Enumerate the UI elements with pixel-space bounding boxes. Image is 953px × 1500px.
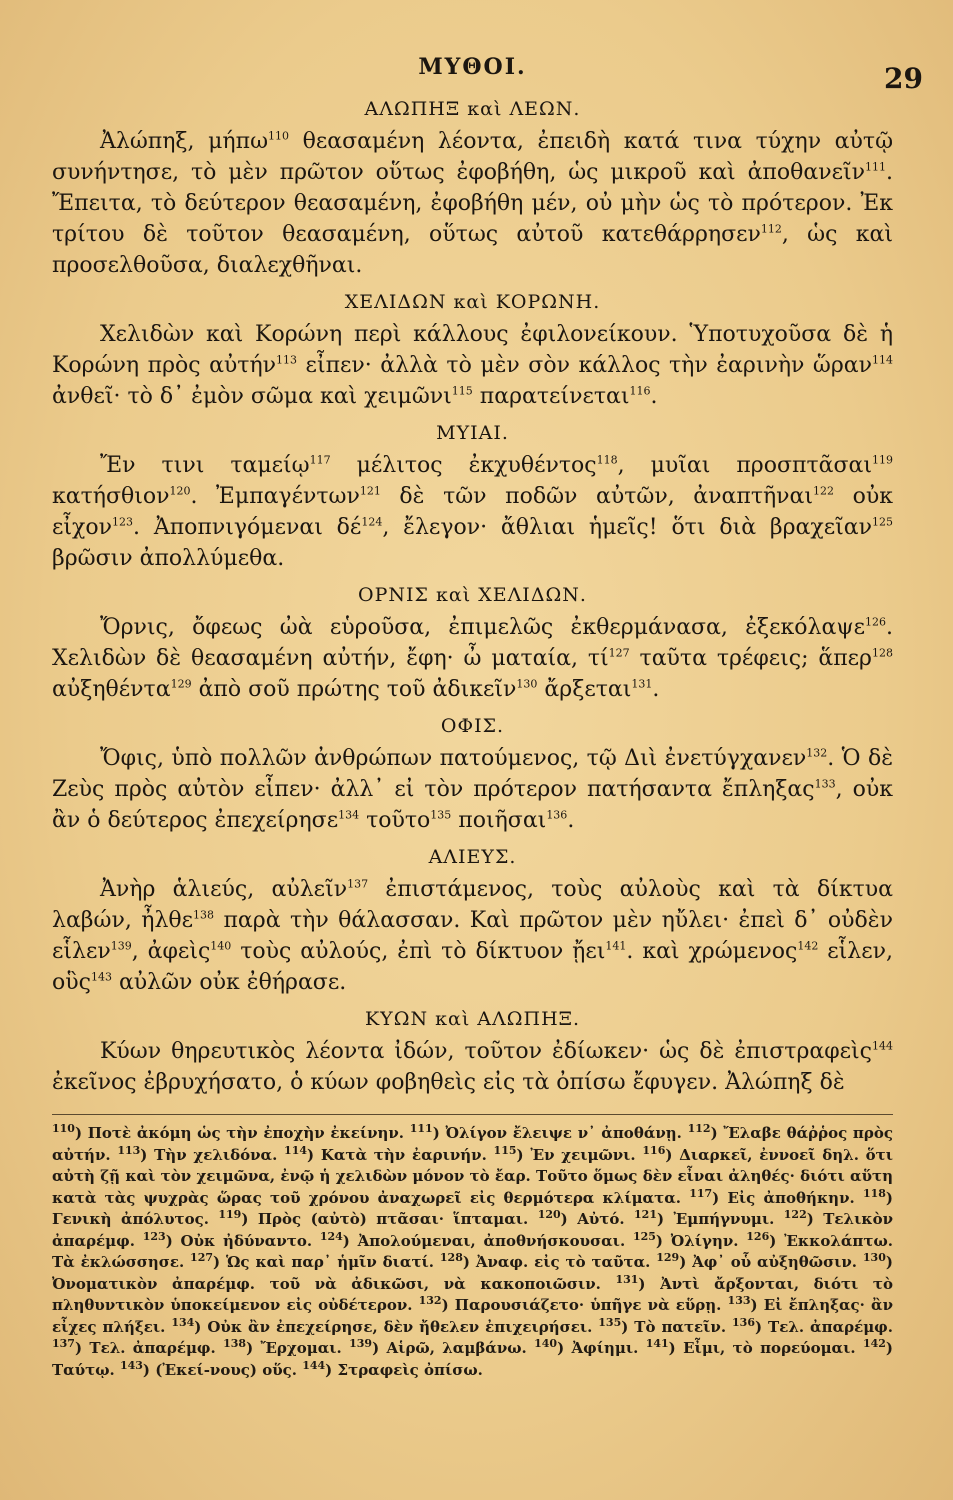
fable — [52, 96, 893, 281]
fable — [52, 1006, 893, 1098]
footnote-ref: 127 — [608, 646, 630, 660]
fable-body — [52, 874, 893, 998]
footnote-ref: 123 — [111, 515, 133, 529]
footnote-ref: 112 — [760, 222, 782, 236]
text-run: ἀπὸ σοῦ πρώτης τοῦ ἀδικεῖν — [191, 677, 517, 702]
fable-title: ΟΡΝΙΣ καὶ ΧΕΛΙΔΩΝ. — [358, 584, 587, 606]
footnote-ref: 124 — [319, 1229, 343, 1243]
footnote-ref: 119 — [871, 453, 893, 467]
text-run: ) Ποτὲ ἀκόμη ὡς τὴν ἐποχὴν ἐκείνην. — [74, 1124, 410, 1142]
footnote-ref: 131 — [615, 1272, 639, 1286]
footnote-ref: 129 — [170, 677, 192, 691]
footnote-ref: 133 — [727, 1294, 751, 1307]
text-run: Χελιδὼν καὶ Κορώνη περὶ κάλλους ἐφιλονείκουν. Ὑποτυχοῦσα δὲ ἡ Κορώνη πρὸς αὐτήν — [52, 322, 893, 378]
text-run: μέλιτος ἐκχυθέντος — [330, 453, 597, 478]
footnote-ref: 141 — [605, 939, 627, 953]
footnote-ref: 111 — [865, 160, 886, 174]
footnote-ref: 144 — [872, 1039, 893, 1053]
text-run: , οὐκ ἂν ὁ δεύτερος ἐπεχείρησε — [52, 777, 893, 833]
footnote-ref: 126 — [865, 615, 886, 629]
footnote-ref: 143 — [90, 970, 112, 984]
text-run: ) Ὡς καὶ παρ᾽ ἡμῖν διατί. — [213, 1253, 440, 1271]
footnote-ref: 124 — [361, 515, 383, 529]
text-run: ) Ἀπολούμεναι, ἀποθνήσκουσαι. — [342, 1231, 633, 1250]
footnote-ref: 122 — [813, 484, 835, 498]
footnote-ref: 142 — [862, 1337, 886, 1350]
fable — [52, 289, 893, 412]
fable-title: ΑΛΩΠΗΞ καὶ ΛΕΩΝ. — [364, 98, 581, 120]
text-run: . — [650, 384, 658, 409]
footnote-ref: 117 — [689, 1186, 713, 1200]
fable-title: ΑΛΙΕΥΣ. — [428, 846, 517, 868]
footnote-ref: 117 — [309, 453, 331, 467]
footnote-rule — [52, 1114, 893, 1115]
footnote-ref: 143 — [119, 1358, 143, 1372]
text-run: ) Ταύτῳ. — [52, 1339, 894, 1379]
running-title: ΜΥΘΟΙ. — [418, 54, 527, 80]
fable-body — [52, 1036, 893, 1098]
footnote-ref: 138 — [193, 908, 215, 922]
text-run: ) Οὐκ ἂν ἐπεχείρησε, δὲν ἤθελεν ἐπιχειρήσει. — [194, 1317, 599, 1336]
text-run: ἐπιστάμενος, τοὺς αὐλοὺς καὶ τὰ δίκτυα λαβών, ἦλθε — [52, 877, 893, 933]
text-run: ποιῆσαι — [451, 808, 547, 833]
fable — [52, 844, 893, 998]
text-run: ) Ἔλαβε θάῤῥος πρὸς αὐτήν. — [52, 1124, 893, 1164]
text-run: θεασαμένη λέοντα, ἐπειδὴ κατά τινα τύχην αὐτῷ συνήντησε, τὸ μὲν πρῶτον οὕτως ἐφοβήθη, ὡς μικροῦ καὶ ἀποθανεῖν — [52, 129, 894, 185]
footnote-ref: 123 — [142, 1229, 166, 1243]
footnote-ref: 119 — [218, 1208, 242, 1221]
fable-body — [52, 450, 893, 574]
fable-body — [52, 319, 893, 412]
text-run: Ὄρνις, ὄφεως ὠὰ εὑροῦσα, ἐπιμελῶς ἐκθερμάνασα, ἐξεκόλαψε — [100, 615, 865, 640]
fable-body — [52, 126, 893, 281]
text-run: ) Εἶμι, τὸ πορεύομαι. — [668, 1339, 863, 1357]
footnote-ref: 130 — [516, 677, 538, 691]
text-run: . — [567, 808, 575, 833]
text-run: εἷλεν, οὓς — [52, 939, 893, 995]
footnote-ref: 118 — [596, 453, 618, 467]
footnote-ref: 139 — [349, 1337, 373, 1350]
footnote-ref: 120 — [169, 484, 191, 498]
footnote-ref: 137 — [347, 877, 369, 891]
text-run: ἀνθεῖ· τὸ δ᾽ ἐμὸν σῶμα καὶ χειμῶνι — [52, 384, 452, 409]
footnote-ref: 135 — [430, 808, 452, 822]
text-run: ) Αἱρῶ, λαμβάνω. — [372, 1339, 535, 1357]
footnote-ref: 120 — [537, 1208, 561, 1221]
text-run: ) Τελ. ἀπαρέμφ. — [755, 1317, 893, 1336]
footnote-ref: 139 — [110, 939, 132, 953]
text-run: ) Ἐν χειμῶνι. — [516, 1145, 643, 1164]
text-run: . Ὁ δὲ Ζεὺς πρὸς αὐτὸν εἶπεν· ἀλλ᾽ εἰ τὸν πρότερον πατήσαντα ἔπληξας — [52, 746, 894, 802]
footnote-ref: 144 — [302, 1358, 326, 1372]
fable-title: ΜΥΙΑΙ. — [436, 422, 509, 444]
text-run: εἶπεν· ἀλλὰ τὸ μὲν σὸν κάλλος τὴν ἐαρινὴν ὥραν — [297, 353, 873, 378]
text-run: παρὰ τὴν θάλασσαν. Καὶ πρῶτον μὲν ηὔλει· ἐπεὶ δ᾽ οὐδὲν εἷλεν — [52, 908, 893, 964]
footnote-ref: 132 — [806, 746, 828, 760]
fable-title: ΚΥΩΝ καὶ ΑΛΩΠΗΞ. — [364, 1008, 581, 1030]
text-run: , ἀφεὶς — [131, 939, 211, 964]
text-run: ) Ἐκκολάπτω. Τὰ ἐκλώσσησε. — [52, 1231, 894, 1271]
fable — [52, 713, 893, 836]
footnote-ref: 113 — [276, 353, 298, 367]
text-run: ) Τὴν χελιδόνα. — [140, 1145, 285, 1164]
footnote-ref: 116 — [642, 1143, 666, 1157]
footnote-ref: 121 — [359, 484, 381, 498]
text-run: . — [652, 677, 660, 702]
text-run: ) Τὸ πατεῖν. — [621, 1317, 733, 1336]
footnote-ref: 115 — [493, 1143, 517, 1157]
text-run: ἐκεῖνος ἐβρυχήσατο, ὁ κύων φοβηθεὶς εἰς τὰ ὀπίσω ἔφυγεν. Ἀλώπηξ δὲ — [52, 1070, 845, 1095]
footnote-ref: 138 — [223, 1337, 247, 1350]
fable-title: ΧΕΛΙΔΩΝ καὶ ΚΟΡΩΝΗ. — [344, 291, 601, 313]
text-run: ) Αὐτό. — [560, 1210, 635, 1228]
text-run: . Ἐμπαγέντων — [190, 484, 360, 509]
text-run: ) Πρὸς (αὐτὸ) πτᾶσαι· ἵπταμαι. — [241, 1210, 538, 1228]
text-run: βρῶσιν ἀπολλύμεθα. — [52, 546, 285, 571]
running-head — [52, 48, 923, 95]
footnote-ref: 121 — [634, 1208, 657, 1221]
footnote-ref: 113 — [117, 1143, 141, 1157]
text-run: ) Οὐκ ἠδύναντο. — [165, 1231, 320, 1250]
text-run: ταῦτα τρέφεις; ἅπερ — [629, 646, 872, 671]
text-run: ) Παρουσιάζετο· ὑπῆγε νὰ εὕρῃ. — [441, 1296, 728, 1314]
text-run: δὲ τῶν ποδῶν αὐτῶν, ἀναπτῆναι — [380, 484, 814, 509]
text-run: . Ἔπειτα, τὸ δεύτερον θεασαμένη, ἐφοβήθη μέν, οὐ μὴν ὡς τὸ πρότερον. Ἐκ τρίτου δὲ τοῦτον θεασαμένη, οὕτως αὐτοῦ κατεθάρρησεν — [52, 160, 893, 247]
text-run: ) Ἀφ᾽ οὗ αὐξηθῶσιν. — [679, 1253, 863, 1271]
text-run: ) Ἀφίημι. — [557, 1339, 646, 1357]
footnote-ref: 114 — [284, 1143, 308, 1157]
footnote-ref: 135 — [598, 1315, 622, 1329]
footnote-ref: 127 — [190, 1251, 214, 1264]
text-run: οὐκ εἶχον — [52, 484, 893, 540]
text-run: τοῦτο — [359, 808, 431, 833]
text-run: ) Ὀλίγην. — [655, 1231, 747, 1250]
footnote-ref: 126 — [746, 1229, 770, 1243]
text-run: . καὶ χρώμενος — [626, 939, 798, 964]
text-run: ) Τελ. ἀπαρέμφ. — [74, 1339, 224, 1357]
text-run: Ὄφις, ὑπὸ πολλῶν ἀνθρώπων πατούμενος, τῷ Διὶ ἐνετύγχανεν — [100, 746, 807, 771]
footnote-ref: 116 — [629, 384, 651, 398]
text-run: ἄρξεται — [537, 677, 632, 702]
text-run: ) Ἐμπήγνυμι. — [656, 1210, 784, 1228]
text-run: ) Ὀλίγον ἔλειψε ν᾽ ἀποθάνῃ. — [432, 1124, 688, 1142]
text-run: Ἀνὴρ ἁλιεύς, αὐλεῖν — [100, 877, 348, 902]
text-run: ) Ὀνοματικὸν ἀπαρέμφ. τοῦ νὰ ἀδικῶσι, νὰ κακοποιῶσιν. — [52, 1253, 893, 1293]
text-run: αὐλῶν οὐκ ἐθήρασε. — [111, 970, 347, 995]
text-run: ) Ἀντὶ ἄρξονται, διότι τὸ πληθυντικὸν ὑποκείμενον εἰς οὐδέτερον. — [52, 1274, 894, 1314]
text-run: παρατείνεται — [472, 384, 630, 409]
text-run: , ἔλεγον· ἄθλιαι ἡμεῖς! ὅτι διὰ βραχεῖαν — [382, 515, 873, 540]
footnote-ref: 130 — [862, 1251, 886, 1264]
text-run: ) Διαρκεῖ, ἐννοεῖ δηλ. ὅτι αὐτὴ ζῇ καὶ τὸν χειμῶνα, ἐνῷ ἡ χελιδὼν μόνον τὸ ἔαρ. Τοῦτο ὅμως δὲν εἶναι ἀληθές· διότι αὕτη κατὰ τὰς ψυχρὰς ὥρας τοῦ χρόνου ἀναχωρεῖ εἰς θερμότερα κλίματα. — [52, 1145, 894, 1207]
footnote-ref: 136 — [732, 1315, 755, 1329]
footnote-ref: 141 — [645, 1337, 669, 1350]
footnote-ref: 134 — [171, 1315, 195, 1329]
text-run: ) Κατὰ τὴν ἐαρινήν. — [307, 1145, 494, 1164]
text-run: ) Ἀναφ. εἰς τὸ ταῦτα. — [462, 1253, 657, 1271]
footnote-ref: 114 — [872, 353, 894, 367]
footnote-ref: 111 — [409, 1122, 433, 1135]
text-run: ) Εἰς ἀποθήκην. — [712, 1188, 863, 1207]
footnote-ref: 132 — [418, 1294, 442, 1307]
footnote-ref: 122 — [783, 1208, 807, 1221]
footnote-ref: 129 — [656, 1251, 680, 1264]
footnote-ref: 133 — [814, 777, 836, 791]
fable-body — [52, 612, 893, 705]
text-run: ) Γενικὴ ἀπόλυτος. — [52, 1188, 894, 1228]
text-run: Κύων θηρευτικὸς λέοντα ἰδών, τοῦτον ἐδίωκεν· ὡς δὲ ἐπιστραφεὶς — [100, 1039, 872, 1064]
footnote-ref: 134 — [338, 808, 360, 822]
text-run: αὐξηθέντα — [52, 677, 171, 702]
text-run: ) Στραφεὶς ὀπίσω. — [325, 1360, 483, 1379]
footnote-ref: 142 — [797, 939, 819, 953]
fable — [52, 582, 893, 705]
footnote-ref: 125 — [872, 515, 894, 529]
footnote-ref: 137 — [52, 1337, 75, 1350]
footnote-ref: 128 — [872, 646, 893, 660]
footnote-ref: 140 — [534, 1337, 558, 1350]
text-run: Ἔν τινι ταμείῳ — [100, 453, 310, 478]
text-run: ) Ἔρχομαι. — [246, 1339, 350, 1357]
text-run: . Χελιδὼν δὲ θεασαμένη αὐτήν, ἔφη· ὦ ματαία, τί — [52, 615, 893, 671]
text-run: κατήσθιον — [52, 484, 170, 509]
fable-body — [52, 743, 893, 836]
fable-title: ΟΦΙΣ. — [440, 715, 505, 737]
footnote-ref: 136 — [546, 808, 568, 822]
footnote-ref: 112 — [687, 1122, 711, 1135]
page-number: 29 — [884, 62, 923, 95]
footnote-ref: 131 — [631, 677, 653, 691]
footnote-ref: 118 — [862, 1186, 886, 1200]
text-run: , μυῖαι προσπτᾶσαι — [617, 453, 872, 478]
footnote-ref: 115 — [451, 384, 473, 398]
text-run: ) (Ἐκεί-νους) οὕς. — [142, 1360, 303, 1379]
text-run: ) Τελικὸν ἀπαρέμφ. — [52, 1210, 893, 1250]
footnote-ref: 128 — [439, 1251, 463, 1264]
fable — [52, 420, 893, 574]
text-run: . Ἀποπνιγόμεναι δέ — [132, 515, 362, 540]
footnotes — [52, 1123, 893, 1381]
footnote-ref: 110 — [268, 129, 290, 143]
fables-container — [52, 96, 893, 1098]
footnote-ref: 125 — [632, 1229, 656, 1243]
text-run: , ὡς καὶ προσελθοῦσα, διαλεχθῆναι. — [52, 222, 893, 278]
footnote-ref: 110 — [52, 1122, 75, 1135]
text-run: τοὺς αὐλούς, ἐπὶ τὸ δίκτυον ᾔει — [231, 939, 606, 964]
text-run: Ἀλώπηξ, μήπω — [100, 129, 269, 154]
footnote-ref: 140 — [210, 939, 232, 953]
text-run: ) Εἰ ἔπληξας· ἂν εἶχες πλήξει. — [52, 1296, 893, 1336]
